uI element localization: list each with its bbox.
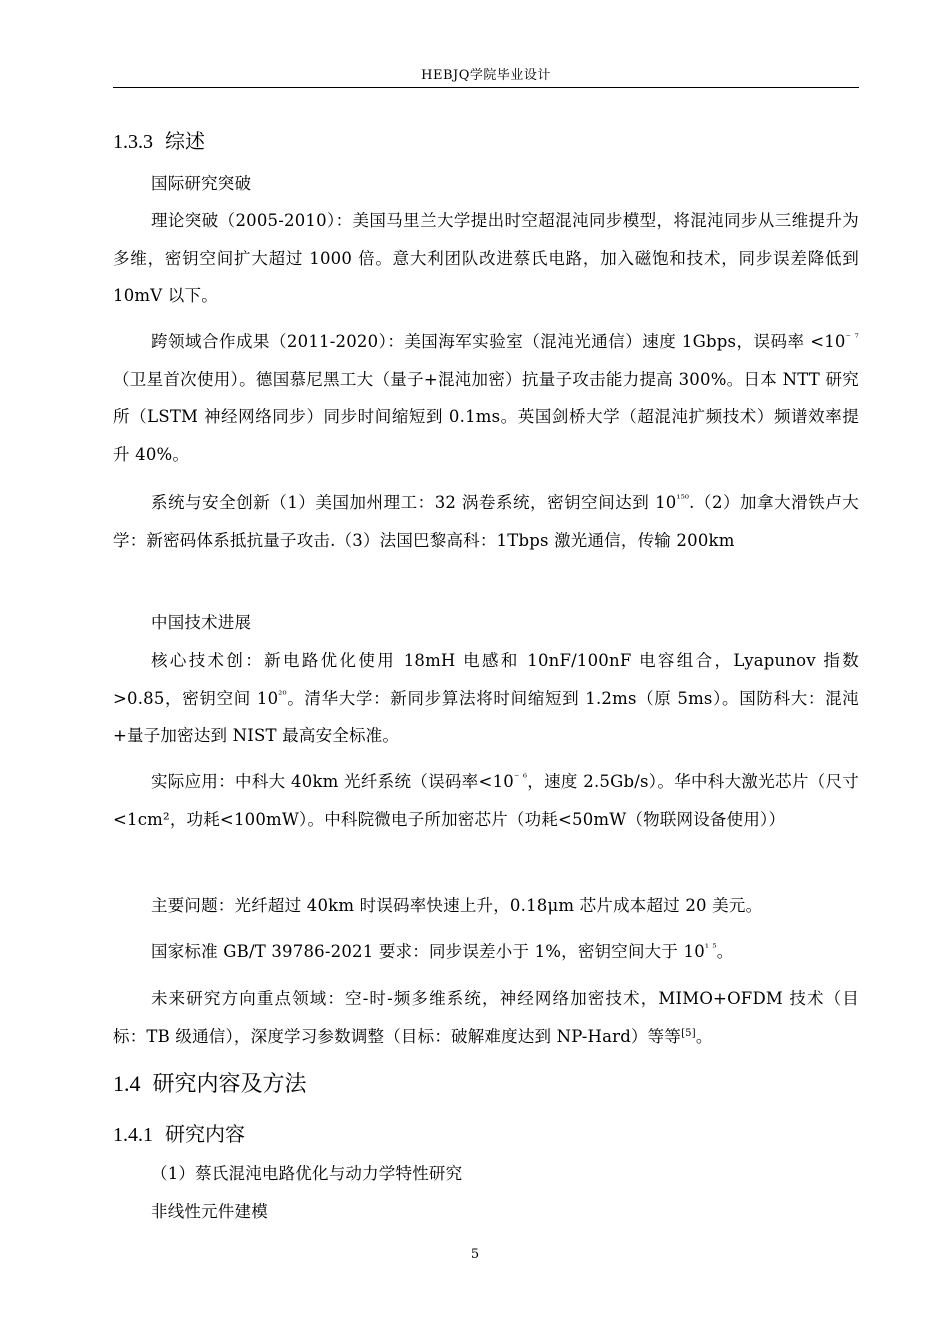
text-run: 未来研究方向重点领域：空-时-频多维系统，神经网络加密技术，MIMO+OFDM 技术（目标：TB 级通信），深度学习参数调整（目标：破解难度达到 NP-Hard）等等 [113,989,859,1046]
text-run: 实际应用：中科大 40km 光纤系统（误码率<10 [151,772,514,791]
paragraph-china-heading: 中国技术进展 [151,613,252,632]
paragraph-item-1: （1）蔡氏混沌电路优化与动力学特性研究 [151,1164,463,1183]
section-title: 综述 [165,129,205,153]
text-run: 。清华大学：新同步算法将时间缩短到 1.2ms（原 5ms）。国防科大：混沌+量子加密达到 NIST 最高安全标准。 [113,688,859,745]
paragraph-application [113,763,859,838]
superscript: [5] [681,1027,696,1039]
text-run: ，速度 2.5Gb/s）。华中科大激光芯片（尺寸<1cm²，功耗<100mW）。中科院微电子所加密芯片（功耗<50mW（物联网设备使用）） [113,772,859,829]
section-number: 1.4 [113,1071,141,1096]
section-heading-1-4 [113,1067,307,1098]
text-run: 系统与安全创新（1）美国加州理工：32 涡卷系统，密钥空间达到 10 [151,493,677,512]
text-run: 核心技术创：新电路优化使用 18mH 电感和 10nF/100nF 电容组合，Lyapunov 指数>0.85，密钥空间 10 [113,651,859,708]
page-number: 5 [470,1247,480,1262]
paragraph-cross-domain [113,323,859,473]
superscript: ²⁰ [278,689,287,701]
text-run: .（2）加拿大滑铁卢大学：新密码体系抵抗量子攻击.（3）法国巴黎高科：1Tbps 激光通信，传输 200km [113,493,859,550]
superscript: ¹⁵⁰ [676,494,690,505]
paragraph-intl-heading: 国际研究突破 [151,174,252,193]
superscript: ⁻ ⁷ [845,333,859,344]
paragraph-core-tech [113,642,859,755]
section-number: 1.3.3 [113,131,153,153]
page-header: HEBJQ学院毕业设计 [421,68,551,83]
text-run: 。 [695,1026,713,1046]
paragraph-standard [113,933,859,971]
paragraph-nonlinear: 非线性元件建模 [151,1202,268,1221]
paragraph-problems: 主要问题：光纤超过 40km 时误码率快速上升，0.18μm 芯片成本超过 20 美元。 [151,896,763,915]
paragraph-future [113,980,859,1055]
text-run: 。 [716,942,734,961]
superscript: ¹ ⁵ [704,943,717,954]
section-title: 研究内容及方法 [152,1072,307,1097]
text-run: （卫星首次使用）。德国慕尼黑工大（量子+混沌加密）抗量子攻击能力提高 300%。日本 NTT 研究所（LSTM 神经网络同步）同步时间缩短到 0.1ms。英国剑桥大学（超混沌扩频技术）频谱效率提升 40%。 [113,369,859,464]
section-number: 1.4.1 [113,1124,153,1146]
header-rule [113,87,859,88]
text-run: 国家标准 GB/T 39786-2021 要求：同步误差小于 1%，密钥空间大于 10 [151,942,705,961]
section-heading-1-3-3 [113,125,205,154]
section-heading-1-4-1 [113,1118,245,1147]
text-run: 跨领域合作成果（2011-2020）：美国海军实验室（混沌光通信）速度 1Gbps，误码率 <10 [151,332,846,351]
paragraph-theory: 理论突破（2005-2010）：美国马里兰大学提出时空超混沌同步模型，将混沌同步从三维提升为多维，密钥空间扩大超过 1000 倍。意大利团队改进蔡氏电路，加入磁饱和技术，同步误差降低到 10mV 以下。 [113,211,859,305]
superscript: ⁻ ⁶ [513,773,528,784]
section-title: 研究内容 [165,1122,245,1146]
paragraph-system-security [113,484,859,559]
